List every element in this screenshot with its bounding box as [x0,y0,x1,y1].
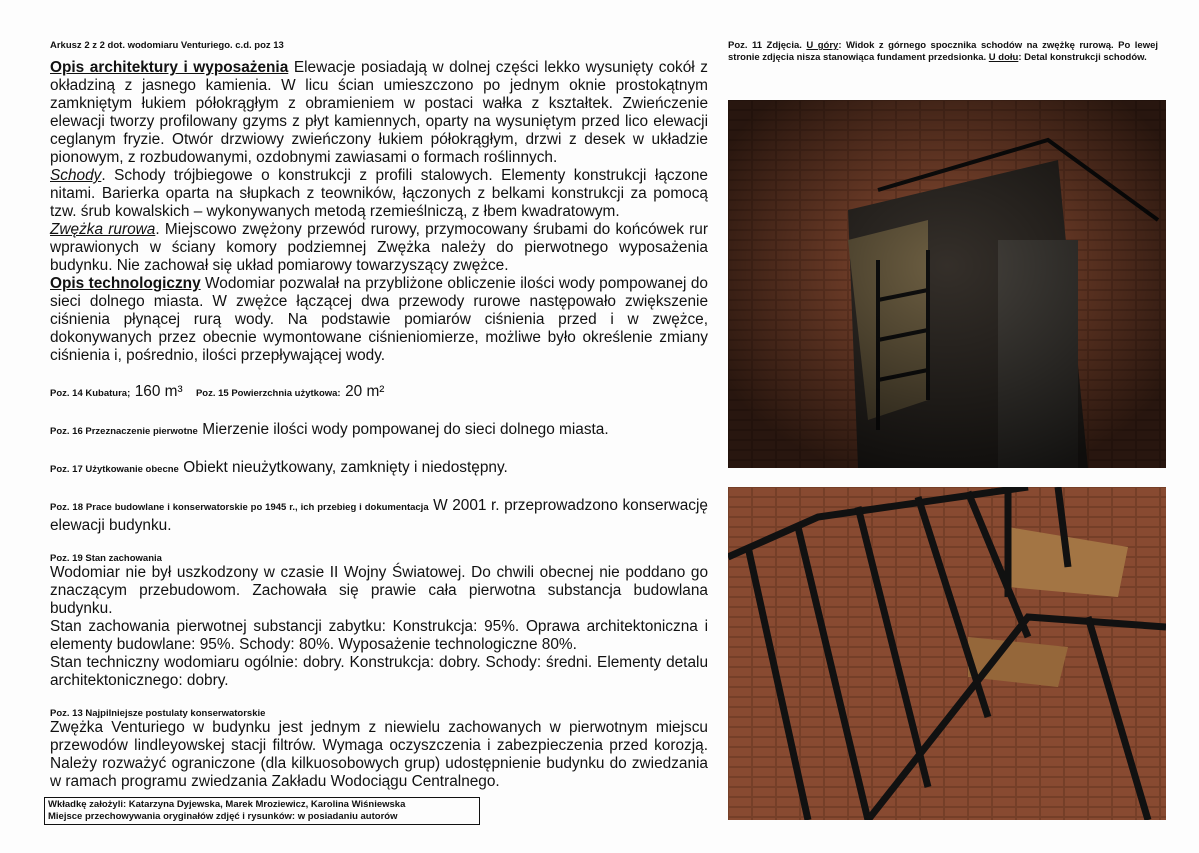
poz19-p1: Wodomiar nie był uszkodzony w czasie II Wojny Światowej. Do chwili obecnej nie poddano go znaczącym przebudowom. Zachowała się prawie cała pierwotna substancja budowlana budynku. [50,564,708,617]
poz16-label: Poz. 16 Przeznaczenie pierwotne [50,426,198,437]
poz19-label: Poz. 19 Stan zachowania [50,553,162,564]
poz13-label: Poz. 13 Najpilniejsze postulaty konserwatorskie [50,708,266,719]
architecture-label: Opis architektury i wyposażenia [50,59,289,76]
poz17-value: Obiekt nieużytkowany, zamknięty i niedostępny. [183,459,508,476]
left-column [50,40,708,791]
poz14-label: Poz. 14 Kubatura; [50,388,131,399]
poz17 [50,459,708,477]
caption-top-label: U góry [806,40,839,51]
poz16-value: Mierzenie ilości wody pompowanej do sieci dolnego miasta. [202,421,609,438]
pipe-label: Zwężka rurowa [50,221,156,238]
caption-bottom-label: U dołu [988,52,1019,63]
poz19-p3: Stan techniczny wodomiaru ogólnie: dobry. Konstrukcja: dobry. Schody: średni. Elementy detalu architektonicznego: dobry. [50,654,708,689]
poz15-value: 20 m² [345,383,385,400]
photo-stairs-top-view [728,100,1166,468]
stairs-label: Schody [50,167,102,184]
poz16 [50,421,708,439]
caption-p3: : Detal konstrukcji schodów. [1018,52,1147,63]
technology-text: Wodomiar pozwalał na przybliżone obliczenie ilości wody pompowanej do sieci dolnego miasta. W zwężce łączącej dwa przewody rurowe następowało zwiększenie ciśnienia płynącej rurą wody. Na podstawie pomiarów ciśnienia przed i w zwężce, dokonywanych przez obecnie wymontowane ciśnieniomierze, możliwe było określenie zmiany ciśnienia i, pośrednio, ilości przepływającej wody. [50,275,708,364]
credits-storage: Miejsce przechowywania oryginałów zdjęć i rysunków: w posiadaniu autorów [48,811,398,822]
poz18-label: Poz. 18 Prace budowlane i konserwatorskie po 1945 r., ich przebieg i dokumentacja [50,502,429,513]
poz14-value: 160 m³ [134,383,183,400]
poz18 [50,497,708,535]
architecture-text: Elewacje posiadają w dolnej części lekko wysunięty cokół z okładziną z jasnego kamienia. W licu ścian umieszczono po jednym oknie prostokątnym zamkniętym łukiem półokrągłym z obramieniem w postaci wałka z kształtek. Zwieńczenie elewacji tworzy profilowany gzyms z płyt kamiennych, oparty na wysuniętym przed lico elewacji ceglanym fryzie. Otwór drzwiowy zwieńczony łukiem półokrągłym, drzwi z desek w układzie pionowym, z rozbudowanymi, ozdobnymi zawiasami o formach roślinnych. [50,59,708,166]
caption-p1: Poz. 11 Zdjęcia. [728,40,807,51]
poz14-15 [50,383,708,401]
poz15-label: Poz. 15 Powierzchnia użytkowa: [195,388,341,399]
caption-p2: : Widok z górnego spocznika schodów na zwężkę rurową. Po lewej stronie zdjęcia nisza stanowiąca fundament przedsionka. [728,40,1158,63]
poz18-value: W 2001 r. przeprowadzono konserwację elewacji budynku. [50,497,708,534]
poz19-p2: Stan zachowania pierwotnej substancji zabytku: Konstrukcja: 95%. Oprawa architektoniczna i elementy budowlane: 95%. Schody: 80%. Wyposażenie technologiczne 80%. [50,618,708,653]
poz13-text: Zwężka Venturiego w budynku jest jednym z niewielu zachowanych w pierwotnym miejscu przewodów lindleyowskej stacji filtrów. Wymaga oczyszczenia i zabezpieczenia przed korozją. Należy rozważyć ograniczone (dla kilkuosobowych grup) udostępnienie budynku do zwiedzania w ramach programu zwiedzania Zakładu Wodociągu Centralnego. [50,719,708,790]
credits-authors: Wkładkę założyli: Katarzyna Dyjewska, Marek Mroziewicz, Karolina Wiśniewska [48,799,406,810]
photo-caption [728,40,1158,64]
technology-label: Opis technologiczny [50,275,201,292]
stairs-text: . Schody trójbiegowe o konstrukcji z profili stalowych. Elementy konstrukcji łączone nitami. Barierka oparta na słupkach z teowników, łączonych z belkami konstrukcji za pomocą tzw. śrub kowalskich – wykonywanych metodą rzemieślniczą, z łbem kwadratowym. [50,167,708,220]
poz17-label: Poz. 17 Użytkowanie obecne [50,464,179,475]
photo-stairs-detail [728,487,1166,820]
credits-box [44,797,480,825]
sheet-header: Arkusz 2 z 2 dot. wodomiaru Venturiego. c.d. poz 13 [50,40,284,51]
architecture-section [50,59,708,365]
poz19-text [50,564,708,690]
pipe-text: . Miejscowo zwężony przewód rurowy, przymocowany śrubami do końcówek rur wprawionych w ściany komory podziemnej Zwężka należy do pierwotnego wyposażenia budynku. Nie zachował się układ pomiarowy towarzyszący zwężce. [50,221,708,274]
